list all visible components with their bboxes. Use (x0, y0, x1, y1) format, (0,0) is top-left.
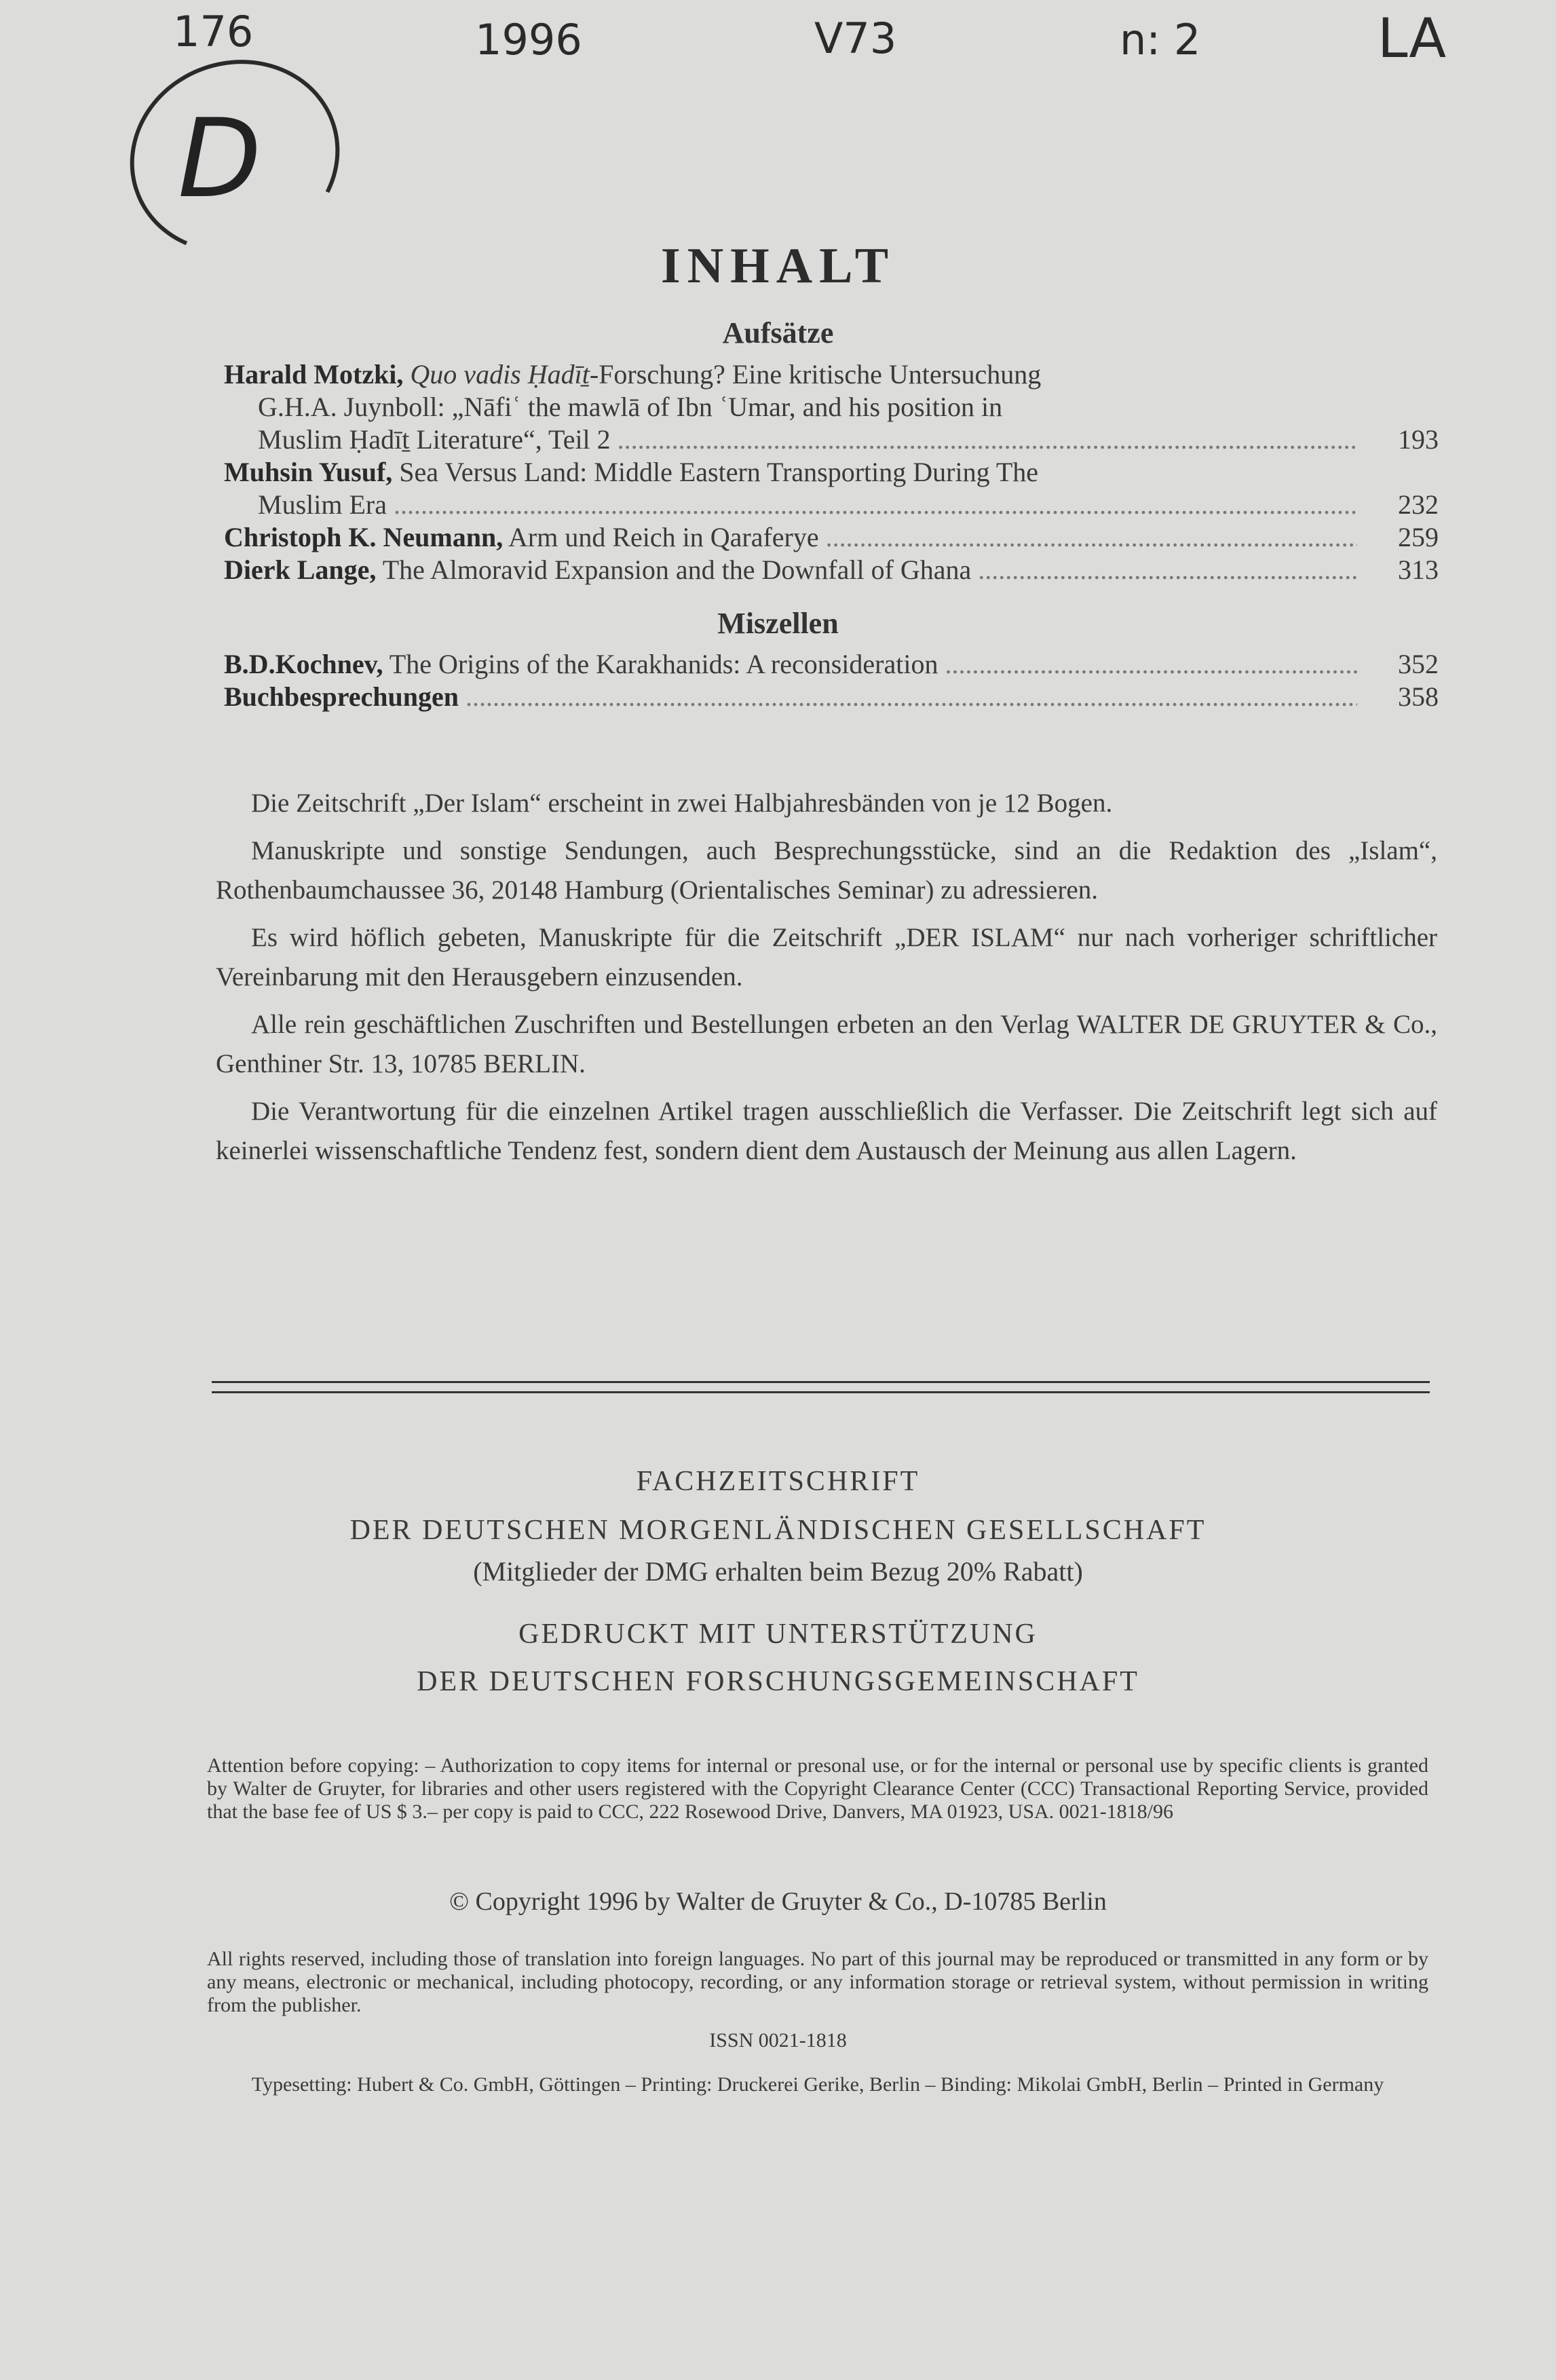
society-line-3: (Mitglieder der DMG erhalten beim Bezug 20% Rabatt) (473, 1556, 1083, 1587)
toc-entry-motzki (224, 358, 1439, 391)
publisher-notices (216, 784, 1437, 1179)
toc-title: Muslim Era ..... (258, 489, 1357, 521)
handwritten-note-176: 176 (173, 7, 254, 56)
toc-title: Forschung? Eine kritische Untersuchung (599, 359, 1042, 390)
toc-title: The Origins of the Karakhanids: A reconsideration (389, 649, 938, 679)
copyright-line: © Copyright 1996 by Walter de Gruyter & Co., D-10785 Berlin (449, 1887, 1107, 1916)
rights-notice: All rights reserved, including those of translation into foreign languages. No part of this journal may be reproduced or transmitted in any form or by any means, electronic or mechanical, including photocopy, recording, or any information storage or retrieval system, without permission in writing from the publisher. (207, 1948, 1428, 2016)
toc-entry-yusuf (224, 456, 1439, 489)
page-title: INHALT (660, 238, 896, 294)
divider-rule-bottom (212, 1391, 1430, 1393)
section-heading-miszellen: Miszellen (717, 607, 839, 640)
toc-entry-neumann (224, 521, 1439, 554)
notice-paragraph: Die Verantwortung für die einzelnen Artikel tragen ausschließlich die Verfasser. Die Zeitschrift legt sich auf keinerlei wissenschaftliche Tendenz fest, sondern dient dem Austausch der Meinung aus allen Lagern. (216, 1097, 1437, 1165)
toc-title-italic: Quo vadis Ḥadīṯ- (410, 359, 599, 390)
circled-letter: D (178, 95, 262, 222)
notice-paragraph: Es wird höflich gebeten, Manuskripte für die Zeitschrift „DER ISLAM“ nur nach vorheriger schriftlicher Vereinbarung mit den Herausgebern einzusenden. (216, 923, 1437, 991)
toc-entry-yusuf-cont (224, 489, 1439, 521)
society-line-5: DER DEUTSCHEN FORSCHUNGSGEMEINSCHAFT (417, 1666, 1139, 1697)
handwritten-note-year: 1996 (475, 15, 582, 64)
toc-entry-buchbesprechungen (224, 681, 1439, 713)
toc-page: 193 (1398, 424, 1439, 455)
handwritten-note-number: n: 2 (1120, 15, 1201, 64)
toc-page: 232 (1398, 489, 1439, 520)
society-line-4: GEDRUCKT MIT UNTERSTÜTZUNG (518, 1619, 1038, 1650)
toc-title: The Almoravid Expansion and the Downfall of Ghana (382, 554, 972, 585)
toc-title: Muslim Ḥadīṯ Literature“, Teil 2 ..... (258, 423, 1357, 456)
copying-notice: Attention before copying: – Authorization to copy items for internal or presonal use, or for the internal or personal use by specific clients is granted by Walter de Gruyter, for libraries and other users registered with the Copyright Clearance Center (CCC) Transactional Reporting Service, provided that the base fee of US $ 3.– per copy is paid to CCC, 222 Rosewood Drive, Danvers, MA 01923, USA. 0021-1818/96 (207, 1754, 1428, 1823)
toc-page: 352 (1398, 649, 1439, 679)
typesetting-credits: Typesetting: Hubert & Co. GmbH, Göttingen – Printing: Druckerei Gerike, Berlin – Binding: Mikolai GmbH, Berlin – Printed in Germany (251, 2073, 1384, 2096)
toc-author: B.D.Kochnev, (224, 649, 383, 679)
toc-title: Sea Versus Land: Middle Eastern Transporting During The (399, 457, 1039, 487)
society-line-1: FACHZEITSCHRIFT (636, 1466, 920, 1497)
handwritten-note-la: LA (1378, 7, 1447, 70)
notice-paragraph: Manuskripte und sonstige Sendungen, auch Besprechungsstücke, sind an die Redaktion des „Islam“, Rothenbaumchaussee 36, 20148 Hamburg (Orientalisches Seminar) zu adressieren. (216, 836, 1437, 905)
toc-author: Buchbesprechungen (224, 681, 459, 712)
toc-author: Harald Motzki, (224, 359, 404, 390)
toc-aufsaetze (224, 358, 1439, 586)
notice-paragraph: Die Zeitschrift „Der Islam“ erscheint in zwei Halbjahresbänden von je 12 Bogen. (251, 789, 1113, 818)
handwritten-note-volume: V73 (814, 14, 897, 63)
toc-entry-motzki-cont2 (224, 423, 1439, 456)
toc-page: 358 (1398, 681, 1439, 712)
toc-entry-lange (224, 554, 1439, 586)
issn: ISSN 0021-1818 (709, 2029, 847, 2052)
divider-rule-top (212, 1381, 1430, 1383)
toc-author: Christoph K. Neumann, (224, 522, 504, 552)
toc-page: 313 (1398, 554, 1439, 585)
section-heading-aufsaetze: Aufsätze (722, 316, 834, 350)
toc-author: Muhsin Yusuf, (224, 457, 393, 487)
toc-miszellen (224, 648, 1439, 713)
toc-title: G.H.A. Juynboll: „Nāfiʿ the mawlā of Ibn ʿUmar, and his position in (258, 392, 1003, 422)
toc-page: 259 (1398, 522, 1439, 552)
toc-entry-kochnev (224, 648, 1439, 681)
toc-author: Dierk Lange, (224, 554, 377, 585)
society-line-2: DER DEUTSCHEN MORGENLÄNDISCHEN GESELLSCHAFT (349, 1515, 1207, 1546)
toc-entry-motzki-cont (224, 391, 1439, 423)
toc-title: Arm und Reich in Qaraferye (508, 522, 819, 552)
notice-paragraph: Alle rein geschäftlichen Zuschriften und Bestellungen erbeten an den Verlag WALTER DE GRUYTER & Co., Genthiner Str. 13, 10785 BERLIN. (216, 1010, 1437, 1078)
